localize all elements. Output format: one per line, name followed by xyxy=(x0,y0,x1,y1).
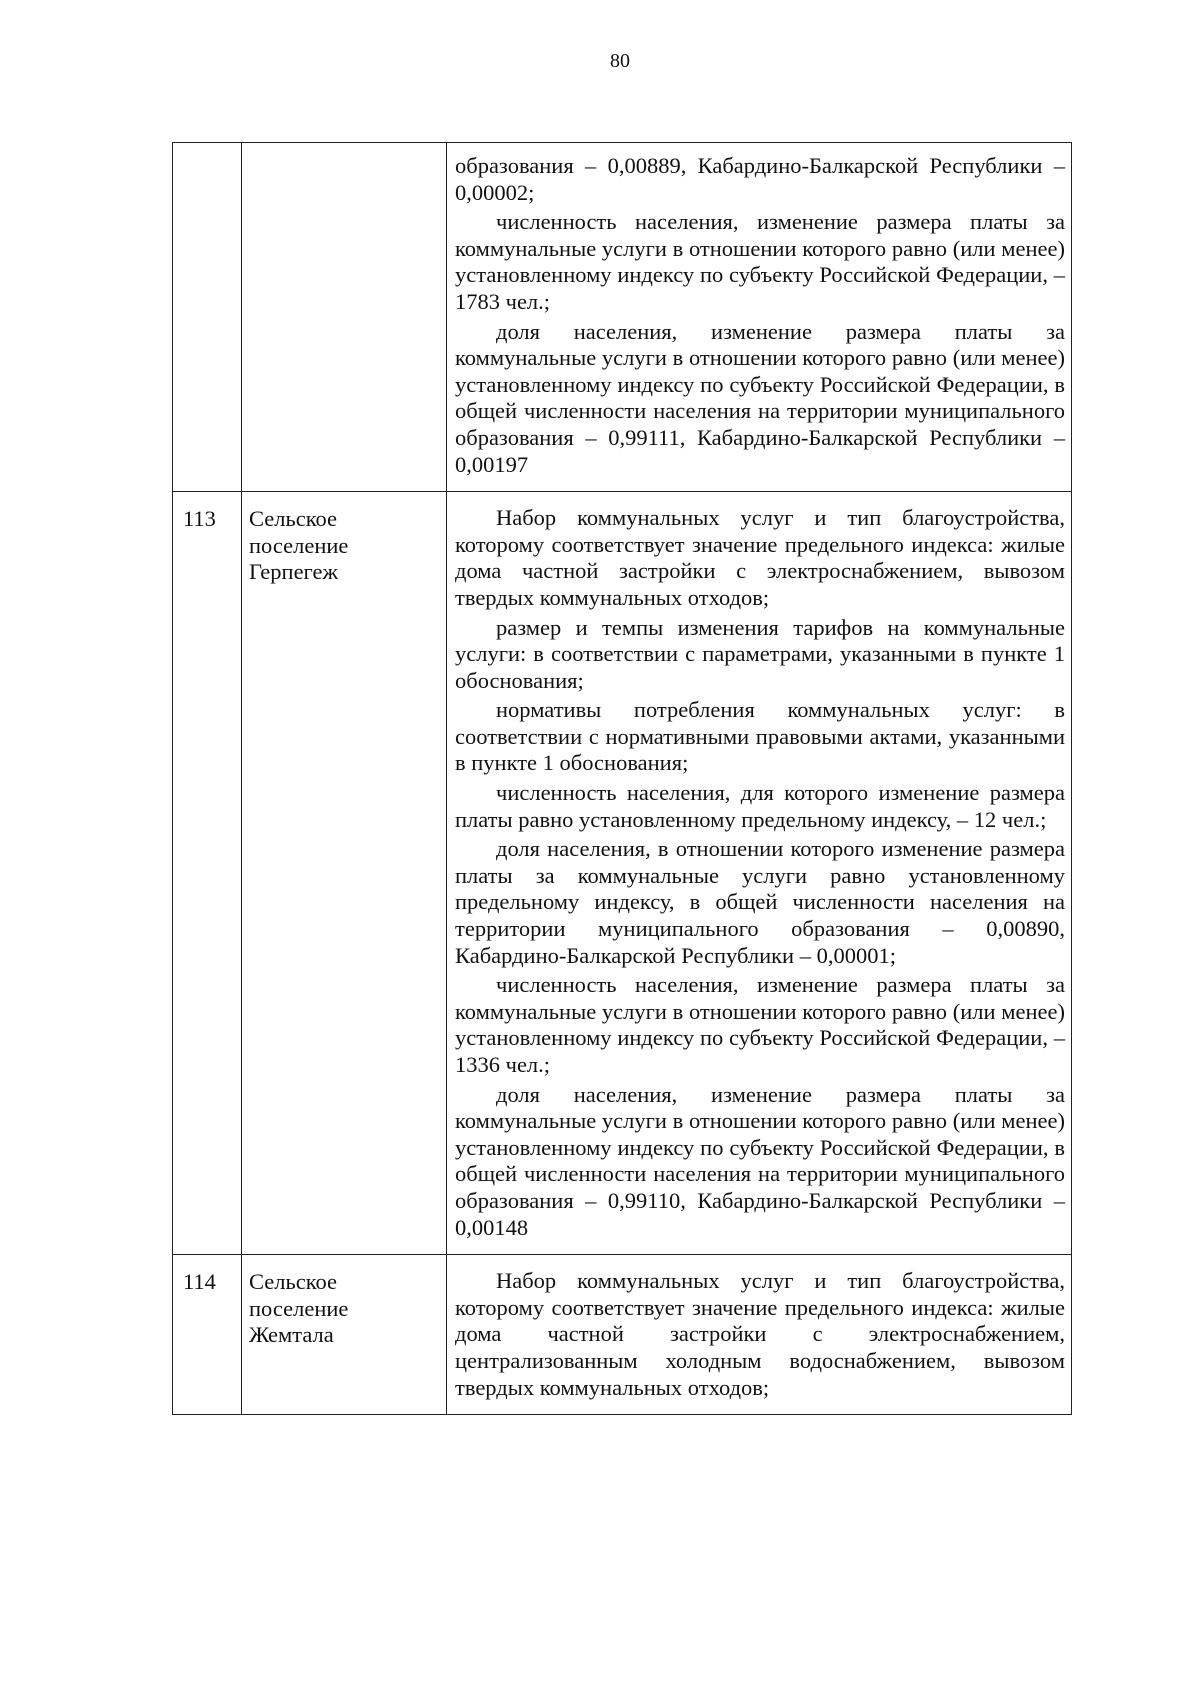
municipality-name-cell xyxy=(242,143,447,492)
tariff-justification-table xyxy=(172,142,1072,1415)
paragraph: численность населения, для которого изменение размера платы равно установленному предельному индексу, – 12 чел.; xyxy=(455,780,1065,832)
paragraph: доля населения, изменение размера платы за коммунальные услуги в отношении которого равно (или менее) установленному индексу по субъекту Российской Федерации, в общей численности населения на территории муниципального образования – 0,99110, Кабардино-Балкарской Республики – 0,00148 xyxy=(455,1081,1065,1240)
table-row xyxy=(173,492,1072,1255)
municipality-name-cell: Сельское поселение Жемтала xyxy=(242,1255,447,1415)
paragraph: размер и темпы изменения тарифов на коммунальные услуги: в соответствии с параметрами, указанными в пункте 1 обоснования; xyxy=(455,614,1065,693)
page-number: 80 xyxy=(610,50,630,72)
description-cell xyxy=(447,143,1072,492)
paragraph: численность населения, изменение размера платы за коммунальные услуги в отношении которого равно (или менее) установленному индексу по субъекту Российской Федерации, – 1783 чел.; xyxy=(455,209,1065,314)
row-number-cell: 114 xyxy=(173,1255,242,1415)
paragraph: доля населения, в отношении которого изменение размера платы за коммунальные услуги равно установленному предельному индексу, в общей численности населения на территории муниципального образования – 0,00890, Кабардино-Балкарской Республики – 0,00001; xyxy=(455,836,1065,968)
municipality-name-cell: Сельское поселение Герпегеж xyxy=(242,492,447,1255)
paragraph: доля населения, изменение размера платы за коммунальные услуги в отношении которого равно (или менее) установленному индексу по субъекту Российской Федерации, в общей численности населения на территории муниципального образования – 0,99111, Кабардино-Балкарской Республики – 0,00197 xyxy=(455,318,1065,477)
description-cell xyxy=(447,492,1072,1255)
row-number-cell: 113 xyxy=(173,492,242,1255)
table-row xyxy=(173,143,1072,492)
paragraph: образования – 0,00889, Кабардино-Балкарской Республики – 0,00002; xyxy=(455,153,1065,205)
paragraph: нормативы потребления коммунальных услуг: в соответствии с нормативными правовыми актами, указанными в пункте 1 обоснования; xyxy=(455,697,1065,776)
table-row xyxy=(173,1255,1072,1415)
paragraph: численность населения, изменение размера платы за коммунальные услуги в отношении которого равно (или менее) установленному индексу по субъекту Российской Федерации, – 1336 чел.; xyxy=(455,972,1065,1077)
description-cell xyxy=(447,1255,1072,1415)
paragraph: Набор коммунальных услуг и тип благоустройства, которому соответствует значение предельного индекса: жилые дома частной застройки с электроснабжением, вывозом твердых коммунальных отходов; xyxy=(455,505,1065,610)
paragraph: Набор коммунальных услуг и тип благоустройства, которому соответствует значение предельного индекса: жилые дома частной застройки с электроснабжением, централизованным холодным водоснабжением, вывозом твердых коммунальных отходов; xyxy=(455,1268,1065,1400)
row-number-cell xyxy=(173,143,242,492)
